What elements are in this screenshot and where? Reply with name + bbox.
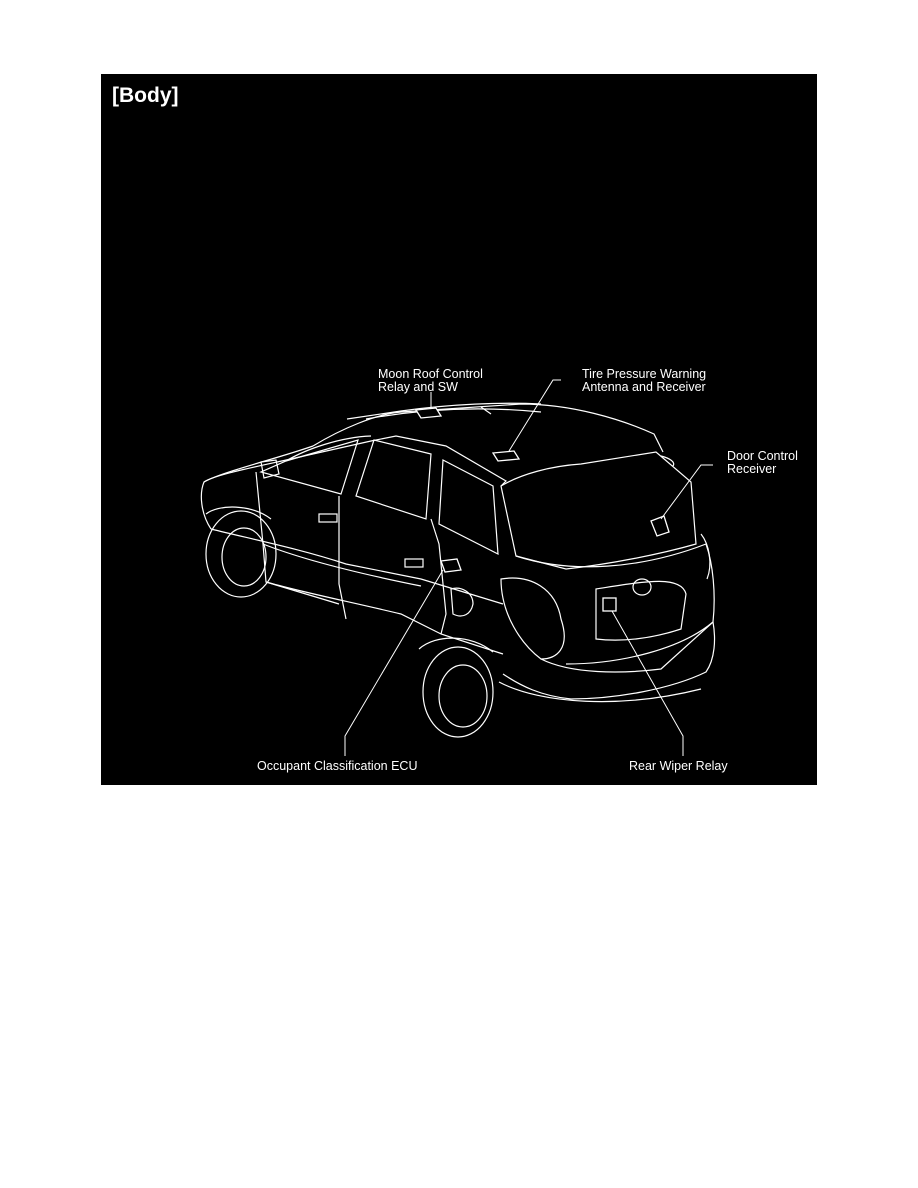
callout-rear-wiper [629,760,728,773]
tire-pressure-receiver-part [493,451,519,461]
occupant-ecu-part [441,559,461,572]
callout-door-control [727,450,798,476]
diagram-title: [Body] [112,84,179,107]
car-illustration [101,74,817,785]
callout-door-control-line1: Door Control [727,449,798,463]
callout-moon-roof [378,368,483,394]
callout-occupant [257,760,417,773]
callout-moon-roof-line2: Relay and SW [378,380,458,394]
callout-rear-wiper-line1: Rear Wiper Relay [629,759,728,773]
rear-wiper-leader [612,611,683,756]
callout-tire-pressure-line2: Antenna and Receiver [582,380,706,394]
rear-wiper-relay-part [603,598,616,611]
callout-door-control-line2: Receiver [727,462,777,476]
door-control-receiver-part [651,516,669,536]
callout-tire-pressure [582,368,706,394]
tire-pressure-leader [509,380,561,451]
callout-tire-pressure-line1: Tire Pressure Warning [582,367,707,381]
callout-moon-roof-line1: Moon Roof Control [378,367,483,381]
callout-occupant-line1: Occupant Classification ECU [257,759,418,773]
moon-roof-relay-part [416,408,441,418]
door-control-leader [661,465,713,519]
diagram-panel [101,74,817,785]
occupant-leader [345,570,443,756]
